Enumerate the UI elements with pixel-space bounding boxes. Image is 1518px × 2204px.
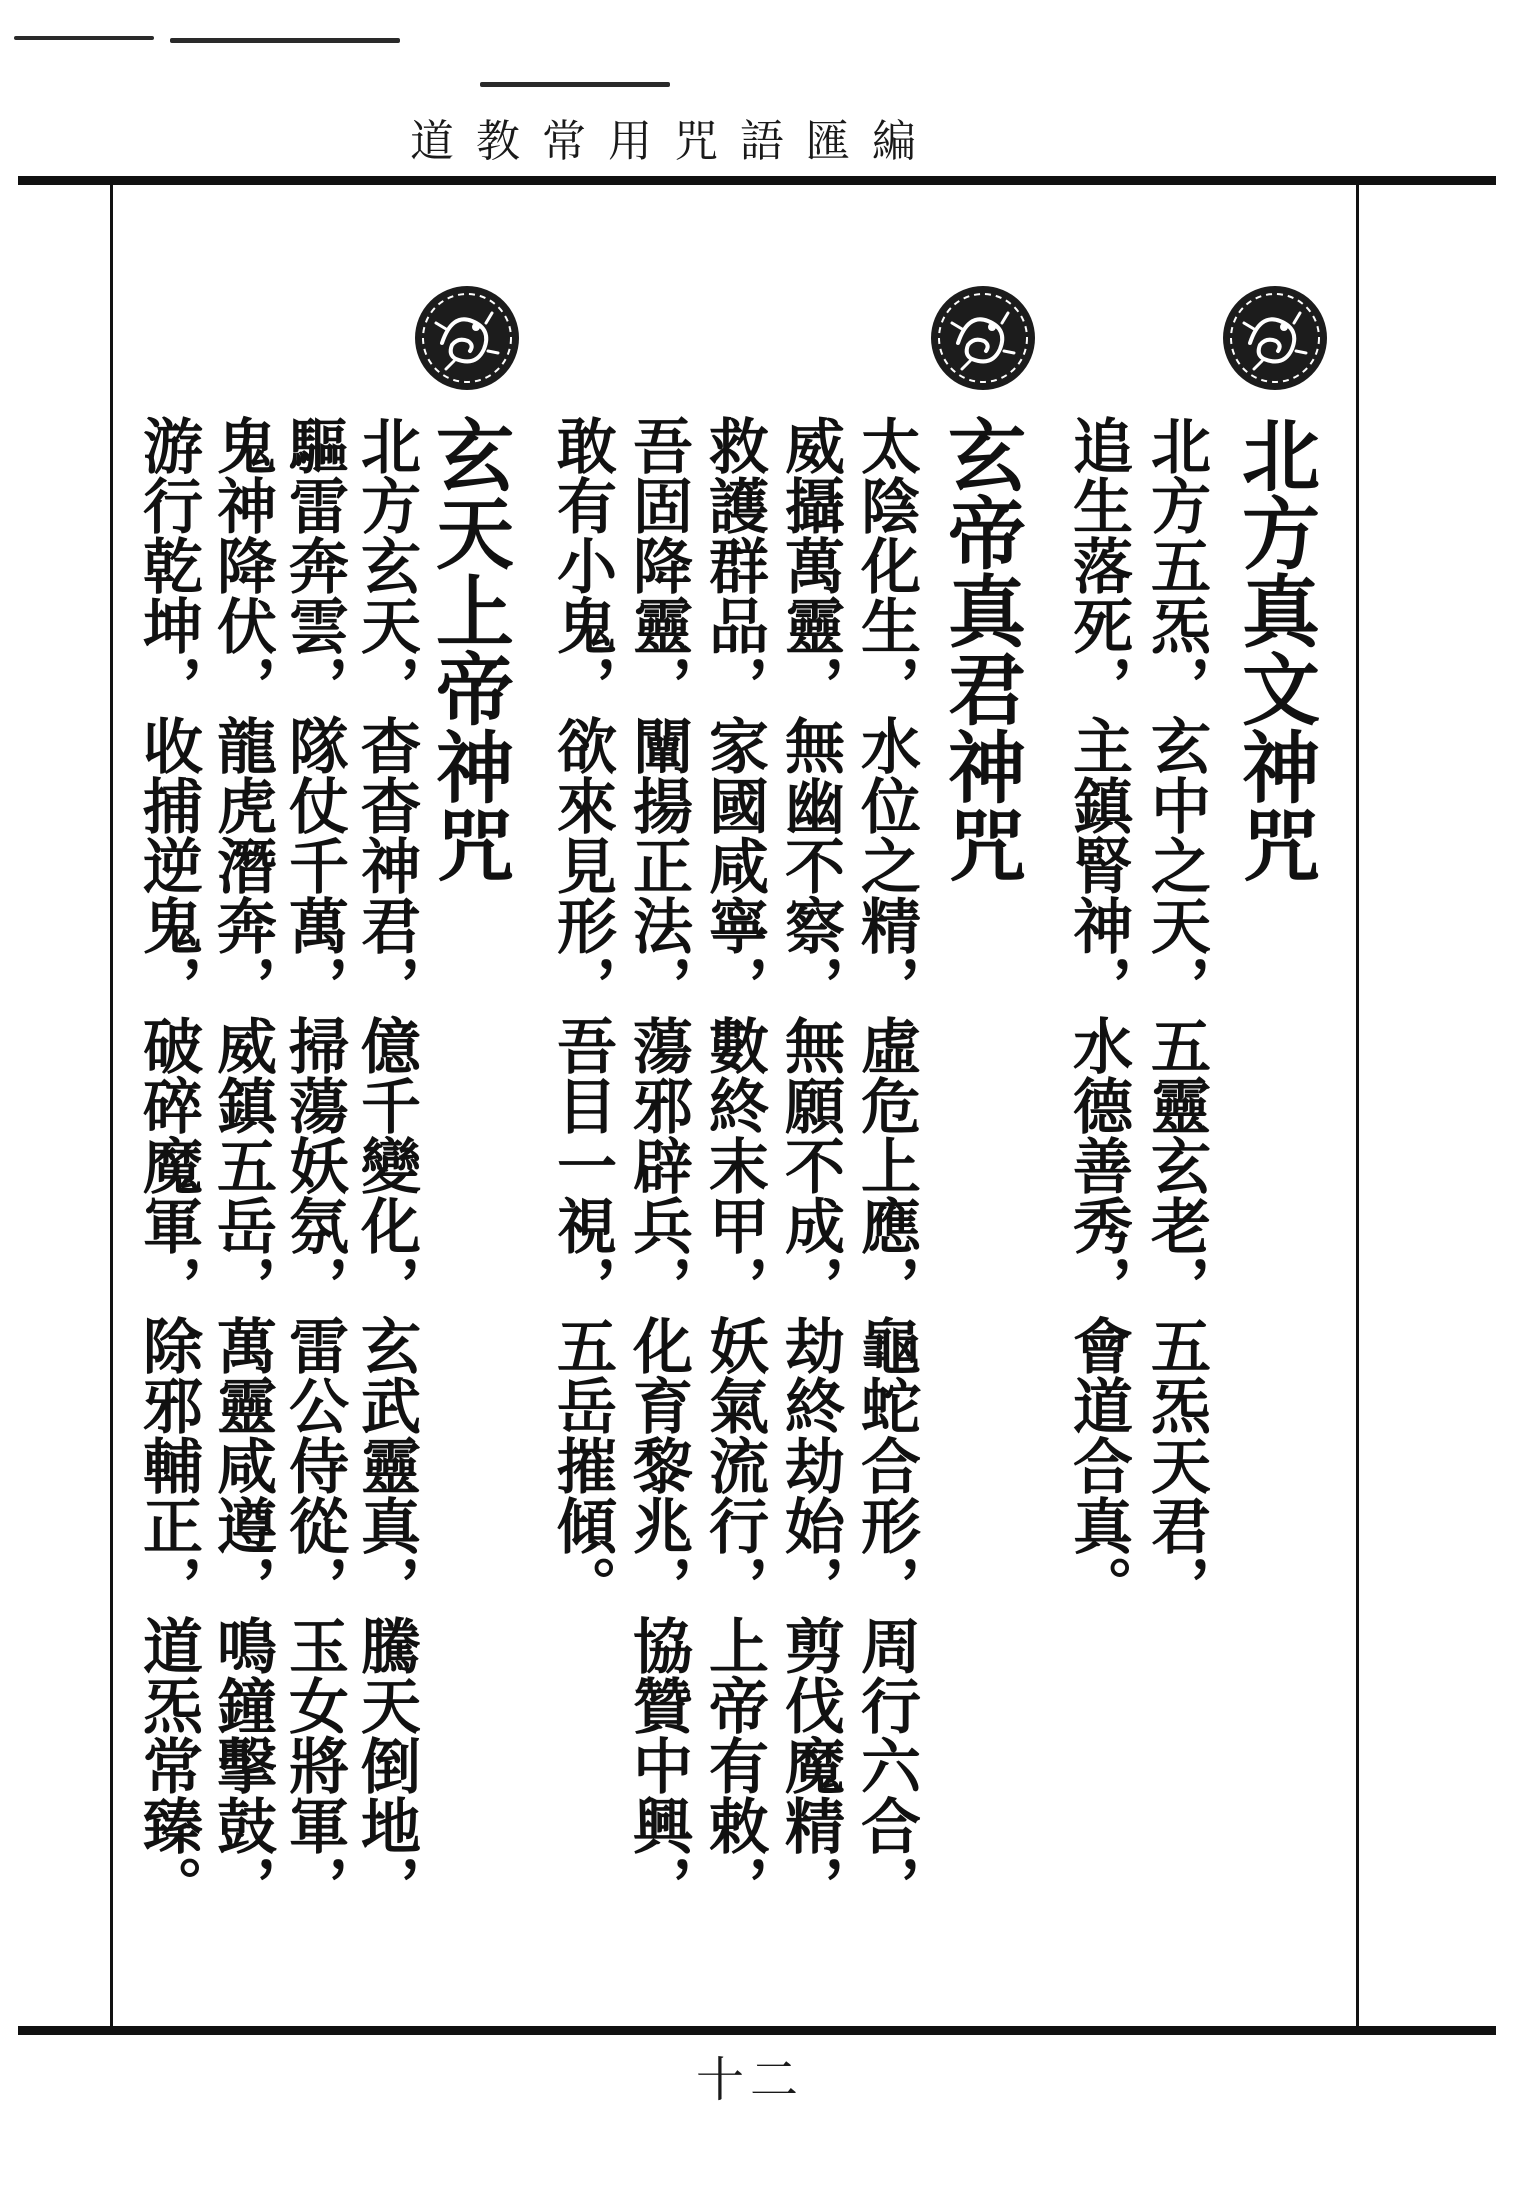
section-title: 玄天上帝神咒 xyxy=(423,415,514,883)
dragon-roundel-icon xyxy=(928,283,1038,393)
verse-line: 救護群品，家國咸寧，數終末甲，妖氣流行，上帝有敕， xyxy=(699,415,769,1915)
verse-line: 威攝萬靈，無幽不察，無願不成，劫終劫始，剪伐魔精， xyxy=(775,415,845,1915)
dragon-roundel-icon xyxy=(412,283,522,393)
verse-line: 游行乾坤，收捕逆鬼，破碎魔軍，除邪輔正，道炁常臻。 xyxy=(133,415,203,1915)
verse-line: 敢有小鬼，欲來見形，吾目一視，五岳摧傾。 xyxy=(547,415,617,1615)
verse-line: 吾固降靈，闡揚正法，蕩邪辟兵，化育黎兆，協贊中興， xyxy=(623,415,693,1915)
scan-artifact xyxy=(480,82,670,87)
frame-left-rule xyxy=(110,185,113,2026)
running-header: 道教常用咒語匯編 xyxy=(410,116,938,167)
section-title: 玄帝真君神咒 xyxy=(935,415,1026,883)
verse-line: 北方五炁，玄中之天，五靈玄老，五炁天君， xyxy=(1141,415,1211,1615)
frame-right-rule xyxy=(1356,185,1359,2026)
verse-line: 太陰化生，水位之精，虛危上應，龜蛇合形，周行六合， xyxy=(851,415,921,1915)
top-rule xyxy=(18,176,1496,185)
verse-line: 北方玄天，杳杳神君，億千變化，玄武靈真，騰天倒地， xyxy=(351,415,421,1915)
verse-line: 鬼神降伏，龍虎潛奔，威鎮五岳，萬靈咸遵，鳴鐘擊鼓， xyxy=(207,415,277,1915)
section-title: 北方真文神咒 xyxy=(1229,415,1320,883)
scan-artifact xyxy=(14,36,154,40)
dragon-roundel-icon xyxy=(1220,283,1330,393)
scan-artifact xyxy=(170,38,400,43)
page-number: 十二 xyxy=(695,2052,804,2108)
bottom-rule xyxy=(18,2026,1496,2035)
verse-line: 驅雷奔雲，隊仗千萬，掃蕩妖氛，雷公侍從，玉女將軍， xyxy=(279,415,349,1915)
verse-line: 追生落死，主鎮腎神，水德善秀，會道合真。 xyxy=(1063,415,1133,1615)
